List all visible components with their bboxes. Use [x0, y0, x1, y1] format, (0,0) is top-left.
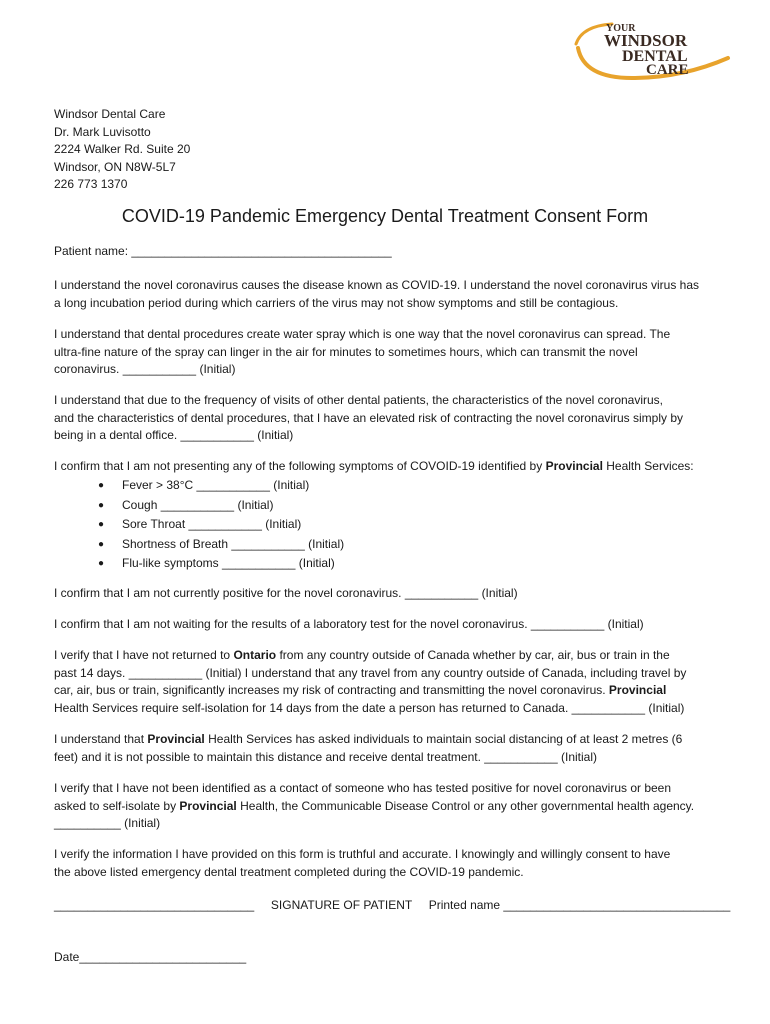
symptom-cough[interactable]: ● Cough ___________ (Initial)	[98, 496, 344, 516]
paragraph-water-spray	[54, 326, 734, 379]
logo-graphic	[572, 18, 732, 86]
logo-text-your: YOUR	[606, 23, 636, 34]
paragraph-line: and the characteristics of dental procedures, that I have an elevated risk of contracting the novel coronavirus simply by	[54, 410, 684, 425]
initial-field[interactable]: past 14 days. ___________ (Initial) I understand that any travel from any country outside of Canada, including travel by	[54, 665, 687, 680]
signature-field[interactable]: ______________________________	[54, 898, 255, 912]
initial-field[interactable]: I confirm that I am not waiting for the results of a laboratory test for the novel coronavirus. ___________ (Initial)	[54, 617, 644, 631]
form-title: COVID-19 Pandemic Emergency Dental Treatment Consent Form	[121, 206, 649, 226]
symptom-sore-throat[interactable]: ● Sore Throat ___________ (Initial)	[98, 515, 344, 535]
phone-number: 226 773 1370	[54, 177, 128, 191]
text-segment: asked to self-isolate by	[54, 798, 180, 813]
paragraph-line: I understand that due to the frequency of visits of other dental patients, the characteristics of the novel coronavirus,	[54, 393, 664, 407]
text-segment: from any country outside of Canada whether by car, air, bus or train in the	[276, 648, 670, 662]
paragraph-line: a long incubation period during which carriers of the virus may not show symptoms and still be contagious.	[54, 295, 619, 310]
paragraph-line	[54, 458, 734, 476]
paragraph-travel	[54, 647, 734, 717]
text-segment: I verify that I have not returned to	[54, 648, 234, 662]
bold-provincial: Provincial	[147, 732, 205, 746]
clinic-address-block	[54, 106, 190, 194]
windsor-dental-care-logo	[572, 18, 732, 86]
bold-ontario: Ontario	[233, 648, 277, 662]
paragraph-symptoms-intro	[54, 458, 734, 476]
paragraph-line: I understand that dental procedures create water spray which is one way that the novel coronavirus can spread. The	[54, 327, 671, 341]
paragraph-elevated-risk	[54, 392, 734, 445]
symptom-flu-like[interactable]: ● Flu-like symptoms ___________ (Initial)	[98, 554, 344, 574]
text-segment: Health Services has asked individuals to maintain social distancing of at least 2 metres (6	[204, 732, 683, 746]
doctor-name: Dr. Mark Luvisotto	[54, 124, 151, 139]
symptom-shortness-of-breath[interactable]: ● Shortness of Breath ___________ (Initial)	[98, 535, 344, 555]
signature-row	[54, 898, 730, 912]
text-segment: Health Services:	[602, 459, 694, 473]
initial-field[interactable]: I confirm that I am not currently positive for the novel coronavirus. ___________ (Initial)	[54, 586, 518, 600]
signature-label: SIGNATURE OF PATIENT	[270, 898, 413, 912]
paragraph-line	[54, 731, 734, 749]
initial-field[interactable]: feet) and it is not possible to maintain this distance and receive dental treatment. ___________ (Initial)	[54, 749, 597, 764]
logo-text-windsor: WINDSOR	[604, 31, 688, 50]
initial-field[interactable]: Health Services require self-isolation for 14 days from the date a person has returned to Canada. ___________ (Initial)	[54, 700, 685, 715]
paragraph-consent	[54, 846, 734, 881]
paragraph-line: I understand the novel coronavirus causes the disease known as COVID-19. I understand the novel coronavirus virus has	[54, 278, 700, 292]
clinic-name: Windsor Dental Care	[54, 107, 166, 121]
street-address: 2224 Walker Rd. Suite 20	[54, 142, 191, 156]
paragraph-line: I verify that I have not been identified as a contact of someone who has tested positive for novel coronavirus or been	[54, 781, 672, 795]
bold-provincial: Provincial	[179, 798, 237, 813]
paragraph-not-positive	[54, 585, 734, 603]
paragraph-line	[54, 682, 734, 700]
patient-name-field[interactable]: Patient name: _______________________________________	[54, 244, 392, 258]
paragraph-no-pending-test	[54, 616, 734, 634]
date-field[interactable]: Date_________________________	[54, 950, 247, 964]
initial-field[interactable]: coronavirus. ___________ (Initial)	[54, 362, 236, 376]
bold-provincial: Provincial	[608, 683, 667, 697]
paragraph-incubation	[54, 277, 734, 312]
paragraph-social-distancing	[54, 731, 734, 766]
initial-field[interactable]: __________ (Initial)	[54, 816, 161, 830]
logo-text-care: CARE	[646, 62, 689, 78]
city-address: Windsor, ON N8W-5L7	[54, 159, 176, 174]
text-segment: car, air, bus or train, significantly increases my risk of contracting and transmitting the novel coronavirus.	[54, 683, 609, 697]
bold-provincial: Provincial	[545, 459, 603, 473]
paragraph-line	[54, 798, 734, 816]
text-segment: I understand that	[54, 732, 148, 746]
symptom-fever[interactable]: ● Fever > 38°C ___________ (Initial)	[98, 476, 344, 496]
symptoms-list	[98, 476, 344, 574]
paragraph-line: I verify the information I have provided on this form is truthful and accurate. I knowingly and willingly consent to have	[54, 847, 671, 861]
printed-name-field[interactable]: Printed name __________________________________	[428, 898, 731, 912]
initial-field[interactable]: being in a dental office. ___________ (Initial)	[54, 428, 294, 442]
text-segment: I confirm that I am not presenting any of the following symptoms of COVOID-19 identified by	[54, 459, 546, 473]
paragraph-line: the above listed emergency dental treatment completed during the COVID-19 pandemic.	[54, 864, 524, 879]
text-segment: Health, the Communicable Disease Control or any other governmental health agency.	[236, 798, 695, 813]
paragraph-line	[54, 647, 734, 665]
paragraph-line: ultra-fine nature of the spray can linger in the air for minutes to sometimes hours, which can transmit the novel	[54, 344, 638, 359]
logo-text-dental: DENTAL	[622, 48, 688, 65]
paragraph-contact-tracing	[54, 780, 734, 833]
